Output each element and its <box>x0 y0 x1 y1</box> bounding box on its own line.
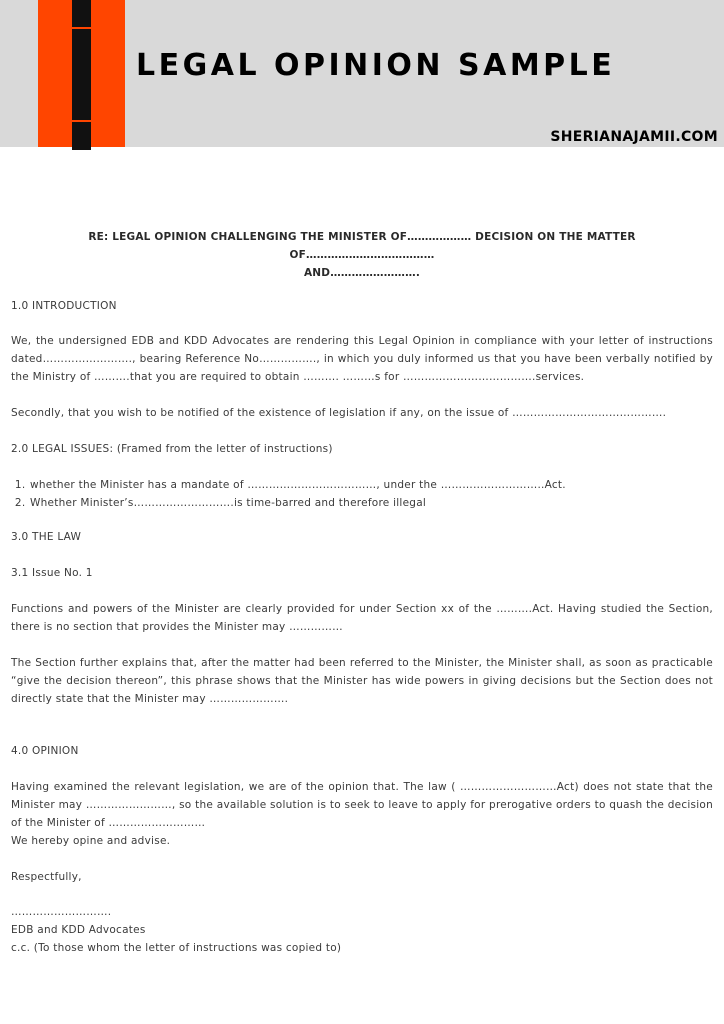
paragraph: We, the undersigned EDB and KDD Advocates are rendering this Legal Opinion in compliance with your letter of instructions dated……………………., bearing Reference No……………., in which you duly informed us that you have been verbally notified by the Ministry of ……….that you are required to obtain ………. ………s for ……………………………….services. <box>11 335 713 383</box>
section-heading: 3.0 THE LAW <box>11 531 82 543</box>
page-title: LEGAL OPINION SAMPLE <box>136 48 616 83</box>
section-heading: 4.0 OPINION <box>11 745 79 757</box>
closing: Respectfully, <box>11 871 82 883</box>
paragraph: We hereby opine and advise. <box>11 835 171 847</box>
section-heading: 1.0 INTRODUCTION <box>11 300 117 312</box>
list-item: 1. whether the Minister has a mandate of ………………………………, under the ………………………..Act. <box>29 476 724 494</box>
signature-line: ………………………. <box>11 906 112 918</box>
signatory: EDB and KDD Advocates <box>11 924 146 936</box>
site-name: SHERIANAJAMII.COM <box>550 129 718 145</box>
issues-list <box>11 476 724 512</box>
list-item: 2. Whether Minister’s……………………….is time-barred and therefore illegal <box>29 494 724 512</box>
paragraph: Secondly, that you wish to be notified of the existence of legislation if any, on the issue of ……………………………………. <box>11 407 667 419</box>
paragraph: Having examined the relevant legislation, we are of the opinion that. The law ( ………………………Act) does not state that the Minister may ……………………, so the available solution is to seek to leave to apply for prerogative orders to quash the decision of the Minister of ……………………… <box>11 781 713 829</box>
paragraph: The Section further explains that, after the matter had been referred to the Minister, the Minister shall, as soon as practicable “give the decision thereon”, this phrase shows that the Minister has wide powers in giving decisions but the Section does not directly state that the Minister may …………………. <box>11 657 713 705</box>
cc-line: c.c. (To those whom the letter of instructions was copied to) <box>11 942 342 954</box>
re-heading <box>20 228 704 282</box>
bar-divider <box>72 120 91 122</box>
section-heading: 2.0 LEGAL ISSUES: (Framed from the letter of instructions) <box>11 443 333 455</box>
re-line: RE: LEGAL OPINION CHALLENGING THE MINISTER OF……………… DECISION ON THE MATTER OF……………………………… <box>88 231 636 261</box>
subsection-heading: 3.1 Issue No. 1 <box>11 567 93 579</box>
decorative-bar <box>72 0 91 150</box>
header-band <box>0 0 724 147</box>
paragraph: Functions and powers of the Minister are clearly provided for under Section xx of the ……….Act. Having studied the Section, there is no section that provides the Minister may …………… <box>11 603 713 633</box>
bar-divider <box>72 27 91 29</box>
re-line: AND……………………. <box>303 267 421 279</box>
